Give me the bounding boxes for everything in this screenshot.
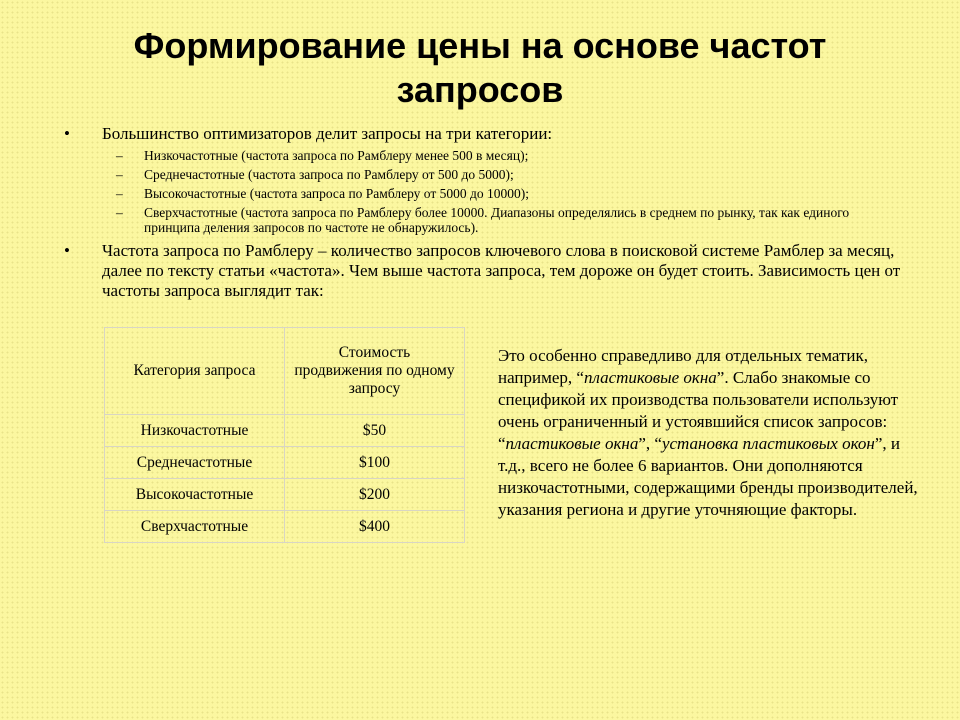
sub-bullet-item <box>64 186 884 201</box>
paragraph-italic: пластиковые окна <box>505 434 639 453</box>
table-header-row <box>105 328 465 415</box>
table-row <box>105 511 465 543</box>
cost-cell: $400 <box>285 511 465 543</box>
header-cost: Стоимость продвижения по одному запросу <box>285 328 465 415</box>
slide-title: Формирование цены на основе частот запросов <box>133 25 827 110</box>
cost-cell: $200 <box>285 479 465 511</box>
category-cell: Высокочастотные <box>105 479 285 511</box>
bullet-list <box>64 124 914 304</box>
paragraph-italic: пластиковые окна <box>583 368 717 387</box>
cost-cell: $100 <box>285 447 465 479</box>
sub-bullet-item <box>64 205 884 235</box>
paragraph-text: ”, и т.д., всего не более 6 вариантов. Они дополняются низкочастотными, содержащими бренды производителей, указания региона и другие уточняющие факторы. <box>498 434 918 519</box>
paragraph-text: Это особенно справедливо для отдельных тематик, например, “ <box>498 346 869 387</box>
dash-marker: – <box>116 148 123 163</box>
table-row <box>105 415 465 447</box>
cost-cell: $50 <box>285 415 465 447</box>
bullet-marker: • <box>64 124 70 143</box>
bullet-marker: • <box>64 241 70 260</box>
category-cell: Низкочастотные <box>105 415 285 447</box>
sub-bullet-item <box>64 167 884 182</box>
explanation-paragraph <box>498 345 918 521</box>
paragraph-italic: установка пластиковых окон <box>661 434 875 453</box>
dash-marker: – <box>116 167 123 182</box>
category-cell: Сверхчастотные <box>105 511 285 543</box>
sub-bullet-text: Среднечастотные (частота запроса по Рамблеру от 500 до 5000); <box>144 167 514 182</box>
dash-marker: – <box>116 186 123 201</box>
sub-bullet-text: Низкочастотные (частота запроса по Рамблеру менее 500 в месяц); <box>144 148 529 163</box>
bullet-text: Большинство оптимизаторов делит запросы на три категории: <box>102 124 553 143</box>
bullet-text: Частота запроса по Рамблеру – количество запросов ключевого слова в поисковой системе Рамблер за месяц, далее по тексту статьи «частота». Чем выше частота запроса, тем дороже он будет стоить. Зависимость цен от частоты запроса выглядит так: <box>102 241 901 300</box>
sub-bullet-text: Высокочастотные (частота запроса по Рамблеру от 5000 до 10000); <box>144 186 530 201</box>
sub-bullet-item <box>64 148 884 163</box>
sub-bullet-text: Сверхчастотные (частота запроса по Рамблеру более 10000. Диапазоны определялись в среднем по рынку, так как единого принципа деления запросов по частоте не обнаружилось). <box>144 205 850 235</box>
table-row <box>105 447 465 479</box>
paragraph-text: ”. Слабо знакомые со спецификой их производства пользователи используют очень ограниченный и устоявшийся список запросов: “ <box>498 368 899 453</box>
category-cell: Среднечастотные <box>105 447 285 479</box>
header-category: Категория запроса <box>105 328 285 415</box>
price-table <box>104 327 465 543</box>
bullet-item <box>64 124 914 144</box>
bullet-item <box>64 241 914 301</box>
paragraph-text: ”, “ <box>638 434 662 453</box>
dash-marker: – <box>116 205 123 220</box>
table-row <box>105 479 465 511</box>
